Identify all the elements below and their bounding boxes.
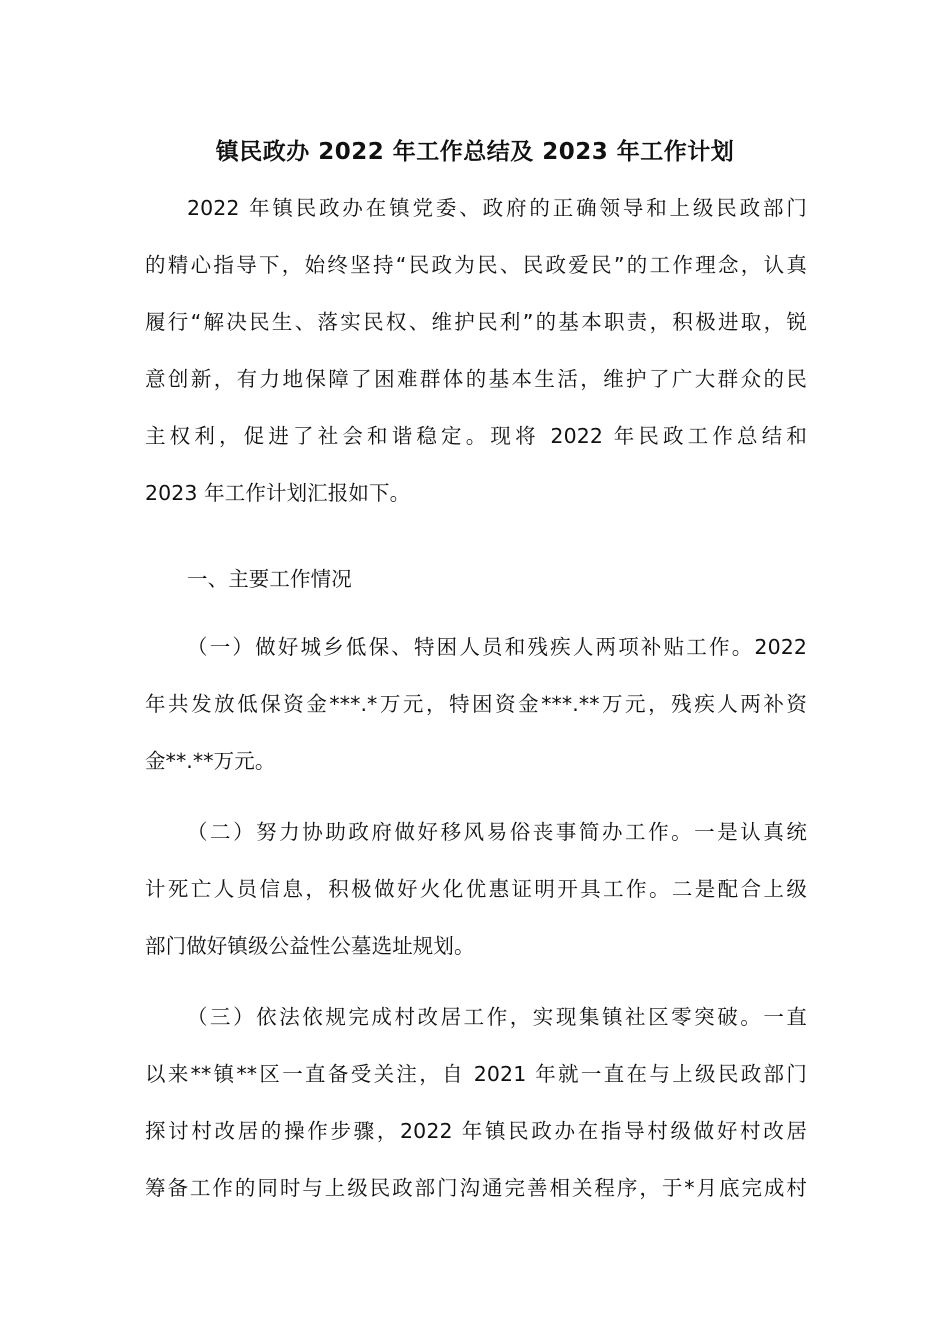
document-title: 镇民政办 2022 年工作总结及 2023 年工作计划 [215,139,735,165]
paragraph-line: 计死亡人员信息，积极做好火化优惠证明开具工作。二是配合上级 [145,877,807,901]
paragraph-line: 年共发放低保资金***.*万元，特困资金***.**万元，残疾人两补资 [145,692,807,716]
paragraph-line: 筹备工作的同时与上级民政部门沟通完善相关程序，于*月底完成村 [145,1176,807,1200]
paragraph-line: 探讨村改居的操作步骤，2022 年镇民政办在指导村级做好村改居 [145,1119,807,1143]
paragraph-line: （二）努力协助政府做好移风易俗丧事简办工作。一是认真统 [187,820,807,844]
paragraph-line: 以来**镇**区一直备受关注，自 2021 年就一直在与上级民政部门 [145,1062,807,1086]
paragraph-line: 履行“解决民生、落实民权、维护民利”的基本职责，积极进取，锐 [145,310,807,334]
paragraph-line: （一）做好城乡低保、特困人员和残疾人两项补贴工作。2022 [187,635,807,659]
section-heading: 一、主要工作情况 [187,567,352,591]
paragraph-line: 主权利，促进了社会和谐稳定。现将 2022 年民政工作总结和 [145,424,807,448]
paragraph-line: 部门做好镇级公益性公墓选址规划。 [145,934,475,958]
paragraph-line: 意创新，有力地保障了困难群体的基本生活，维护了广大群众的民 [145,367,807,391]
paragraph-line: 的精心指导下，始终坚持“民政为民、民政爱民”的工作理念，认真 [145,253,807,277]
paragraph-line: （三）依法依规完成村改居工作，实现集镇社区零突破。一直 [187,1005,807,1029]
paragraph-line: 2023 年工作计划汇报如下。 [145,481,411,505]
paragraph-line: 金**.**万元。 [145,749,276,773]
paragraph-line: 2022 年镇民政办在镇党委、政府的正确领导和上级民政部门 [187,196,807,220]
